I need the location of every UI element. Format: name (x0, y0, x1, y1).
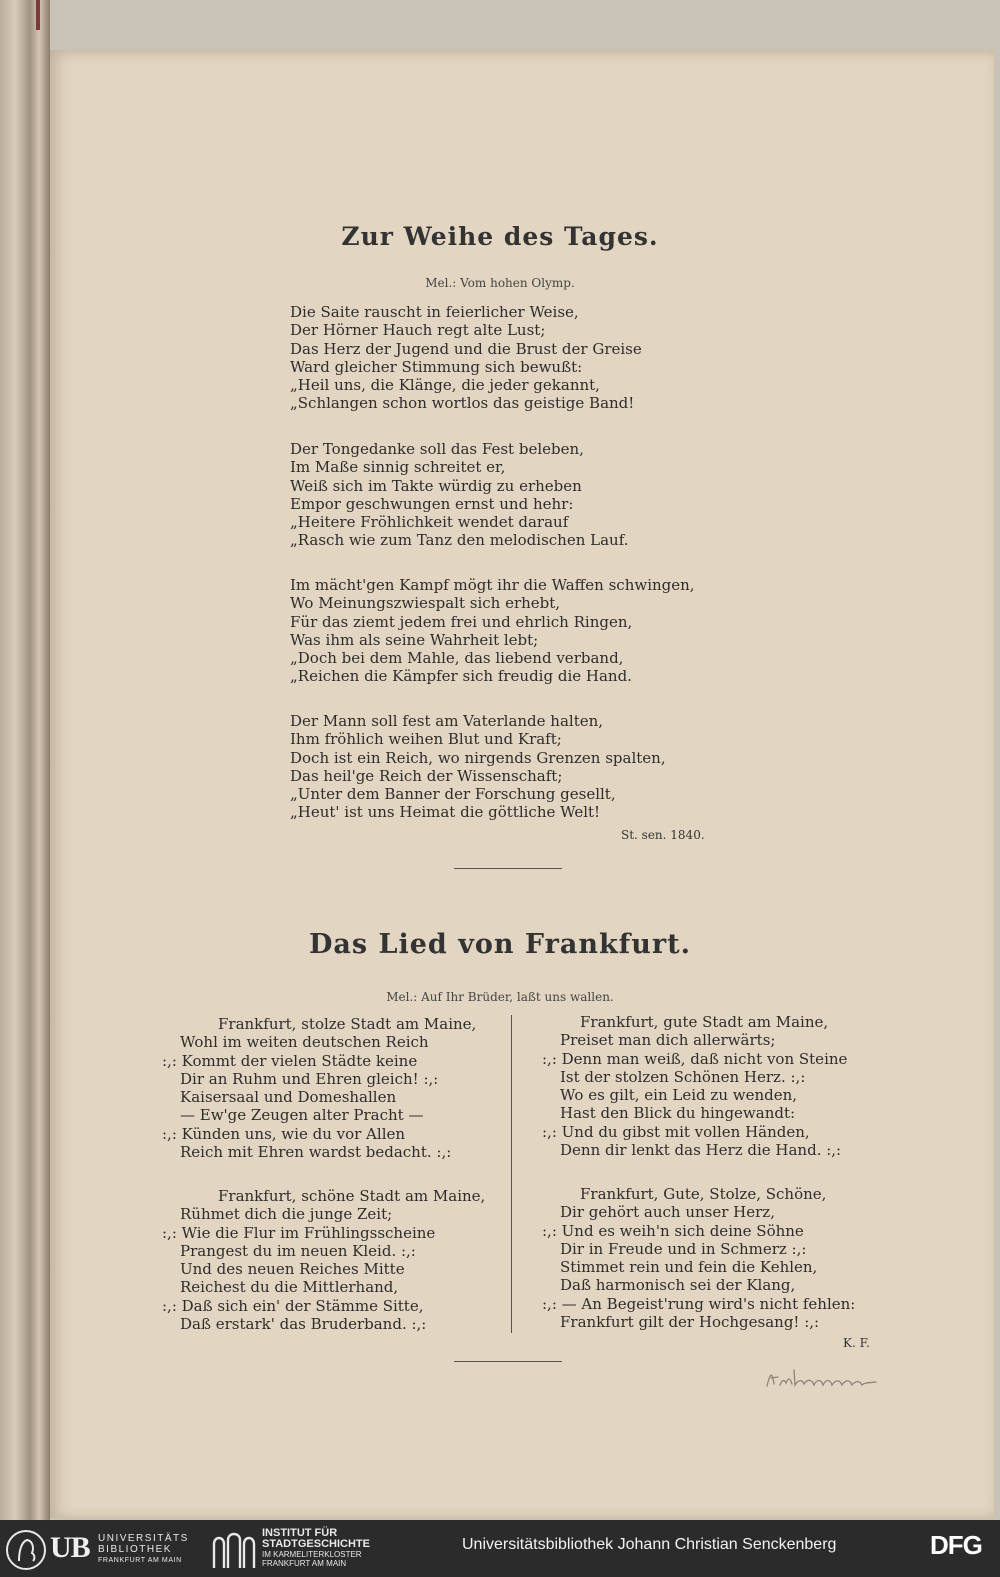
verse-line: Kaisersaal und Domeshallen (180, 1088, 397, 1107)
verse-line: Frankfurt, Gute, Stolze, Schöne, (580, 1185, 827, 1203)
verse-line: Das heil'ge Reich der Wissenschaft; (290, 766, 563, 785)
poem2-signature: K. F. (843, 1336, 870, 1350)
verse-line: Hast den Blick du hingewandt: (560, 1104, 796, 1123)
verse-line: :,: Daß sich ein' der Stämme Sitte, (162, 1296, 424, 1315)
library-name: Universitätsbibliothek Johann Christian Senckenberg (462, 1536, 837, 1553)
verse-line: Daß harmonisch sei der Klang, (560, 1276, 796, 1295)
verse-line: :,: Und es weih'n sich deine Söhne (542, 1221, 804, 1240)
poem1-title: Zur Weihe des Tages. (341, 222, 659, 251)
verse-line: „Rasch wie zum Tanz den melodischen Lauf. (290, 531, 629, 550)
binding-mark (36, 0, 40, 30)
poem1-stanza-2 (290, 440, 628, 550)
verse-line: Daß erstark' das Bruderband. :,: (180, 1315, 427, 1334)
verse-line: Der Hörner Hauch regt alte Lust; (290, 321, 546, 340)
isg-line-4: FRANKFURT AM MAIN (262, 1559, 347, 1568)
poem1-stanza-3 (290, 576, 695, 686)
ub-line-2: BIBLIOTHEK (98, 1544, 172, 1555)
poem2-left-stanza-1 (162, 1015, 476, 1161)
isg-logo-text (262, 1528, 370, 1568)
verse-line: Und des neuen Reiches Mitte (180, 1260, 405, 1279)
section-divider (454, 868, 562, 869)
section-divider (454, 1361, 562, 1362)
verse-line: Empor geschwungen ernst und hehr: (290, 494, 574, 513)
verse-line: :,: Wie die Flur im Frühlingsscheine (162, 1223, 436, 1242)
isg-arches-logo-icon (210, 1530, 258, 1570)
ub-logo-text (98, 1533, 189, 1566)
poem1-melody: Mel.: Vom hohen Olymp. (425, 276, 575, 290)
verse-line: :,: Und du gibst mit vollen Händen, (542, 1122, 810, 1141)
verse-line: Der Mann soll fest am Vaterlande halten, (290, 712, 604, 730)
isg-line-2: STADTGESCHICHTE (262, 1538, 370, 1550)
verse-line: Frankfurt gilt der Hochgesang! :,: (560, 1313, 820, 1332)
verse-line: Im Maße sinnig schreitet er, (290, 458, 506, 477)
verse-line: :,: Denn man weiß, daß nicht von Steine (542, 1049, 848, 1068)
verse-line: „Schlangen schon wortlos das geistige Band! (290, 394, 635, 413)
verse-line: „Heut' ist uns Heimat die göttliche Welt! (290, 803, 601, 822)
verse-line: „Reichen die Kämpfer sich freudig die Hand. (290, 667, 632, 686)
dfg-logo: DFG (930, 1530, 982, 1560)
poem1-signature: St. sen. 1840. (621, 828, 705, 842)
column-divider (511, 1015, 512, 1333)
verse-line: „Heitere Fröhlichkeit wendet darauf (290, 513, 569, 532)
ub-portrait-logo-icon (4, 1528, 48, 1572)
verse-line: Ward gleicher Stimmung sich bewußt: (290, 357, 583, 376)
verse-line: Wohl im weiten deutschen Reich (180, 1033, 429, 1052)
verse-line: Frankfurt, stolze Stadt am Maine, (218, 1015, 477, 1033)
poem1-stanza-1 (290, 303, 642, 413)
ub-line-1: UNIVERSITÄTS (98, 1533, 189, 1544)
isg-line-3: IM KARMELITERKLOSTER (262, 1550, 362, 1559)
ub-line-3: FRANKFURT AM MAIN (98, 1557, 182, 1564)
poem2-right-stanza-1 (542, 1013, 847, 1159)
verse-line: „Unter dem Banner der Forschung gesellt, (290, 785, 616, 804)
verse-line: Was ihm als seine Wahrheit lebt; (290, 630, 539, 649)
isg-line-1: INSTITUT FÜR (262, 1527, 338, 1539)
verse-line: — Ew'ge Zeugen alter Pracht — (180, 1106, 424, 1125)
verse-line: Frankfurt, gute Stadt am Maine, (580, 1013, 829, 1031)
verse-line: :,: Künden uns, wie du vor Allen (162, 1124, 406, 1143)
verse-line: Dir gehört auch unser Herz, (560, 1203, 775, 1222)
verse-line: Im mächt'gen Kampf mögt ihr die Waffen schwingen, (290, 576, 695, 594)
verse-line: Reich mit Ehren wardst bedacht. :,: (180, 1143, 452, 1162)
verse-line: Wo es gilt, ein Leid zu wenden, (560, 1086, 798, 1105)
handwritten-pencil-note (762, 1364, 882, 1394)
verse-line: Für das ziemt jedem frei und ehrlich Ringen, (290, 612, 633, 631)
verse-line: Preiset man dich allerwärts; (560, 1031, 776, 1050)
verse-line: „Doch bei dem Mahle, das liebend verband, (290, 649, 624, 668)
verse-line: Dir in Freude und in Schmerz :,: (560, 1239, 807, 1258)
verse-line: Ist der stolzen Schönen Herz. :,: (560, 1067, 806, 1086)
verse-line: Stimmet rein und fein die Kehlen, (560, 1258, 818, 1277)
verse-line: Reichest du die Mittlerhand, (180, 1278, 399, 1297)
verse-line: Ihm fröhlich weihen Blut und Kraft; (290, 730, 562, 749)
poem2-title: Das Lied von Frankfurt. (308, 929, 692, 960)
verse-line: Das Herz der Jugend und die Brust der Greise (290, 339, 642, 358)
poem2-melody: Mel.: Auf Ihr Brüder, laßt uns wallen. (386, 990, 614, 1004)
verse-line: Rühmet dich die junge Zeit; (180, 1205, 393, 1224)
verse-line: Dir an Ruhm und Ehren gleich! :,: (180, 1069, 439, 1088)
verse-line: Der Tongedanke soll das Fest beleben, (290, 440, 584, 458)
poem2-right-stanza-2 (542, 1185, 855, 1331)
verse-line: :,: — An Begeist'rung wird's nicht fehlen: (542, 1294, 856, 1313)
verse-line: Die Saite rauscht in feierlicher Weise, (290, 303, 579, 321)
footer-bar (0, 1520, 1000, 1577)
verse-line: Prangest du im neuen Kleid. :,: (180, 1241, 416, 1260)
verse-line: :,: Kommt der vielen Städte keine (162, 1051, 418, 1070)
ub-logo-letters: UB (50, 1531, 90, 1564)
verse-line: Denn dir lenkt das Herz die Hand. :,: (560, 1141, 842, 1160)
verse-line: „Heil uns, die Klänge, die jeder gekannt, (290, 376, 600, 395)
verse-line: Frankfurt, schöne Stadt am Maine, (218, 1187, 486, 1205)
poem1-stanza-4 (290, 712, 666, 822)
verse-line: Weiß sich im Takte würdig zu erheben (290, 476, 582, 495)
verse-line: Wo Meinungszwiespalt sich erhebt, (290, 594, 561, 613)
verse-line: Doch ist ein Reich, wo nirgends Grenzen spalten, (290, 748, 666, 767)
poem2-left-stanza-2 (162, 1187, 485, 1333)
